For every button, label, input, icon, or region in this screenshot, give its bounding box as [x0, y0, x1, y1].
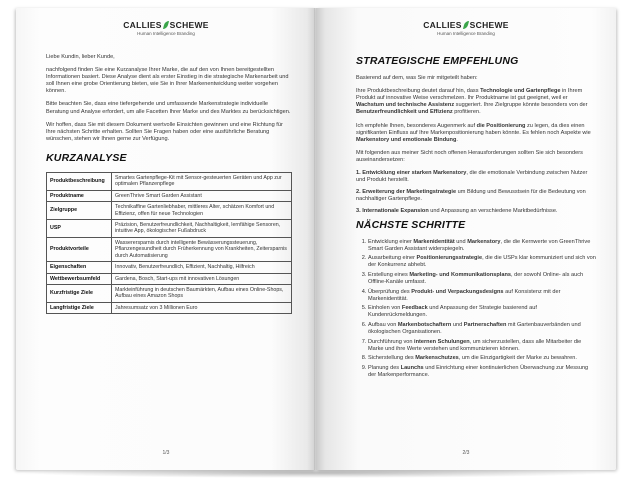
table-value: Präzision, Benutzerfreundlichkeit, Nachhaltigkeit, lernfähige Sensoren, intuitive App, ökologischer Fußabdruck: [112, 220, 292, 238]
logo-tagline: Human Intelligence Branding: [437, 31, 495, 36]
list-item: 4. Überprüfung des Produkt- und Verpackungsdesigns auf Konsistenz mit der Markenidentität.: [368, 289, 596, 303]
right-page: [316, 8, 616, 470]
table-value: Gardena, Bosch, Start-ups mit innovativen Lösungen: [112, 273, 292, 284]
table-key: Eigenschaften: [47, 262, 112, 273]
table-value: Jahresumsatz von 3 Millionen Euro: [112, 302, 292, 313]
greeting: Liebe Kundin, lieber Kunde,: [46, 54, 115, 60]
page-number-left: 1/3: [162, 450, 170, 456]
table-value: GreenThrive Smart Garden Assistant: [112, 190, 292, 201]
strategy-paragraph-2: Ich empfehle Ihnen, besonderes Augenmerk auf die Positionierung zu legen, da dies einen signifikanten Einfluss auf Ihre Markenpositionierung haben könnte. Es fehlen noch Aspekte wie Markenstory und emotionale Bindung.: [356, 122, 591, 143]
logo-right: [316, 20, 616, 36]
left-page: [16, 8, 316, 470]
logo-wordmark: CALLIES SCHEWE: [123, 20, 209, 30]
table-key: USP: [47, 220, 112, 238]
logo-tagline: Human Intelligence Branding: [137, 31, 195, 36]
table-value: Smartes Gartenpflege-Kit mit Sensor-gesteuerten Geräten und App zur optimalen Pflanzenpflege: [112, 173, 292, 191]
section-heading-kurzanalyse: KURZANALYSE: [46, 151, 127, 164]
table-row: [47, 284, 292, 302]
table-value: Technikaffine Gartenliebhaber, mittleres Alter, schätzen Komfort und Effizienz, offen für neue Technologien: [112, 202, 292, 220]
list-item: 8. Sicherstellung des Markenschutzes, um die Einzigartigkeit der Marke zu bewahren.: [368, 355, 596, 362]
table-key: Zielgruppe: [47, 202, 112, 220]
table-row: [47, 273, 292, 284]
next-steps-list: [356, 239, 596, 380]
list-item: 9. Planung des Launchs und Einrichtung einer kontinuierlichen Überwachung zur Messung der Markenperformance.: [368, 365, 596, 379]
table-value: Wasserersparnis durch intelligente Bewässerungssteuerung, Pflanzengesundheit durch Früherkennung von Krankheiten, Zeitersparnis durch Automatisierung: [112, 237, 292, 261]
table-key: Langfristige Ziele: [47, 302, 112, 313]
intro-paragraph-2: Bitte beachten Sie, dass eine tiefergehende und umfassende Markenstrategie individuelle Beratung und Analyse erfordert, um alle Facetten Ihrer Marke und des Marktes zu berücksichtigen.: [46, 101, 291, 115]
list-item: 6. Aufbau von Markenbotschaftern und Partnerschaften mit Gartenbauverbänden und ökologischen Organisationen.: [368, 322, 596, 336]
intro-paragraph-1: nachfolgend finden Sie eine Kurzanalyse Ihrer Marke, die auf den von Ihnen bereitgestellten Informationen basiert. Diese Analyse dient als erster Einstieg in die strategische Markenarbeit und soll Ihnen eine grobe Orientierung bieten, wie Sie in Ihrer Markenentwicklung weiter vorgehen können.: [46, 67, 289, 95]
open-brochure: [16, 8, 616, 470]
strategy-paragraph-1: Ihre Produktbeschreibung deutet darauf hin, dass Technologie und Gartenpflege in Ihrem Produkt auf innovative Weise verschmelzen. Ihr Produktname ist gut geeignet, weil er Wachstum und technische Assistenz suggeriert. Ihre Zielgruppe könnte besonders von der Benutzerfreundlichkeit und Effizienz profitieren.: [356, 88, 588, 116]
table-row: [47, 262, 292, 273]
challenge-item: 2. Erweiterung der Marketingstrategie um Bildung und Bewusstsein für die Bedeutung von nachhaltiger Gartenpflege.: [356, 189, 586, 203]
list-item: 5. Einholen von Feedback und Anpassung der Strategie basierend auf Kundenrückmeldungen.: [368, 305, 596, 319]
logo-wordmark: CALLIES SCHEWE: [423, 20, 509, 30]
section-heading-naechste-schritte: NÄCHSTE SCHRITTE: [356, 218, 466, 231]
list-item: 7. Durchführung von internen Schulungen, um sicherzustellen, dass alle Mitarbeiter die Marke und ihre Werte verstehen und kommunizieren können.: [368, 339, 596, 353]
list-item: 3. Erstellung eines Marketing- und Kommunikationsplans, der sowohl Online- als auch Offline-Kanäle umfasst.: [368, 272, 596, 286]
table-key: Produktname: [47, 190, 112, 201]
right-content: [356, 52, 596, 382]
list-item: 1. Entwicklung einer Markenidentität und Markenstory, die die Kernwerte von GreenThrive Smart Garden Assistant widerspiegeln.: [368, 239, 596, 253]
challenge-item: 1. Entwicklung einer starken Markenstory, die die emotionale Verbindung zwischen Nutzer und Produkt herstellt.: [356, 170, 588, 184]
intro-paragraph-3: Wir hoffen, dass Sie mit diesem Dokument wertvolle Einsichten gewinnen und eine Richtung für Ihre nächsten Schritte erhalten. Sollten Sie Fragen haben oder eine ausführliche Beratung wünschen, stehen wir Ihnen gerne zur Verfügung.: [46, 121, 283, 142]
section-heading-strategie: STRATEGISCHE EMPFEHLUNG: [356, 55, 519, 67]
table-row: [47, 202, 292, 220]
table-key: Wettbewerbsumfeld: [47, 273, 112, 284]
table-row: [47, 173, 292, 191]
challenges-intro: Mit folgenden aus meiner Sicht noch offenen Herausforderungen sollten Sie sich besonders auseinandersetzen:: [356, 149, 583, 163]
table-row: [47, 220, 292, 238]
based-on-text: Basierend auf dem, was Sie mir mitgeteilt haben:: [356, 75, 478, 82]
left-content: [46, 54, 292, 314]
table-value: Innovativ, Benutzerfreundlich, Effizient, Nachhaltig, Hilfreich: [112, 262, 292, 273]
table-key: Produktbeschreibung: [47, 173, 112, 191]
page-number-right: 2/3: [462, 450, 470, 456]
table-key: Kurzfristige Ziele: [47, 284, 112, 302]
challenges-list: [356, 170, 596, 215]
leaf-icon: [463, 21, 469, 29]
table-value: Markteinführung in deutschen Baumärkten, Aufbau eines Online-Shops, Aufbau eines Amazon Shops: [112, 284, 292, 302]
table-row: [47, 237, 292, 261]
leaf-icon: [163, 21, 169, 29]
logo-left: [16, 20, 316, 36]
table-row: [47, 190, 292, 201]
table-key: Produktvorteile: [47, 237, 112, 261]
list-item: 2. Ausarbeitung einer Positionierungsstrategie, die die USPs klar kommuniziert und sich von der Konkurrenz abhebt.: [368, 255, 596, 269]
analysis-table: [46, 172, 292, 314]
challenge-item: 3. Internationale Expansion und Anpassung an verschiedene Marktbedürfnisse.: [356, 208, 558, 215]
table-row: [47, 302, 292, 313]
